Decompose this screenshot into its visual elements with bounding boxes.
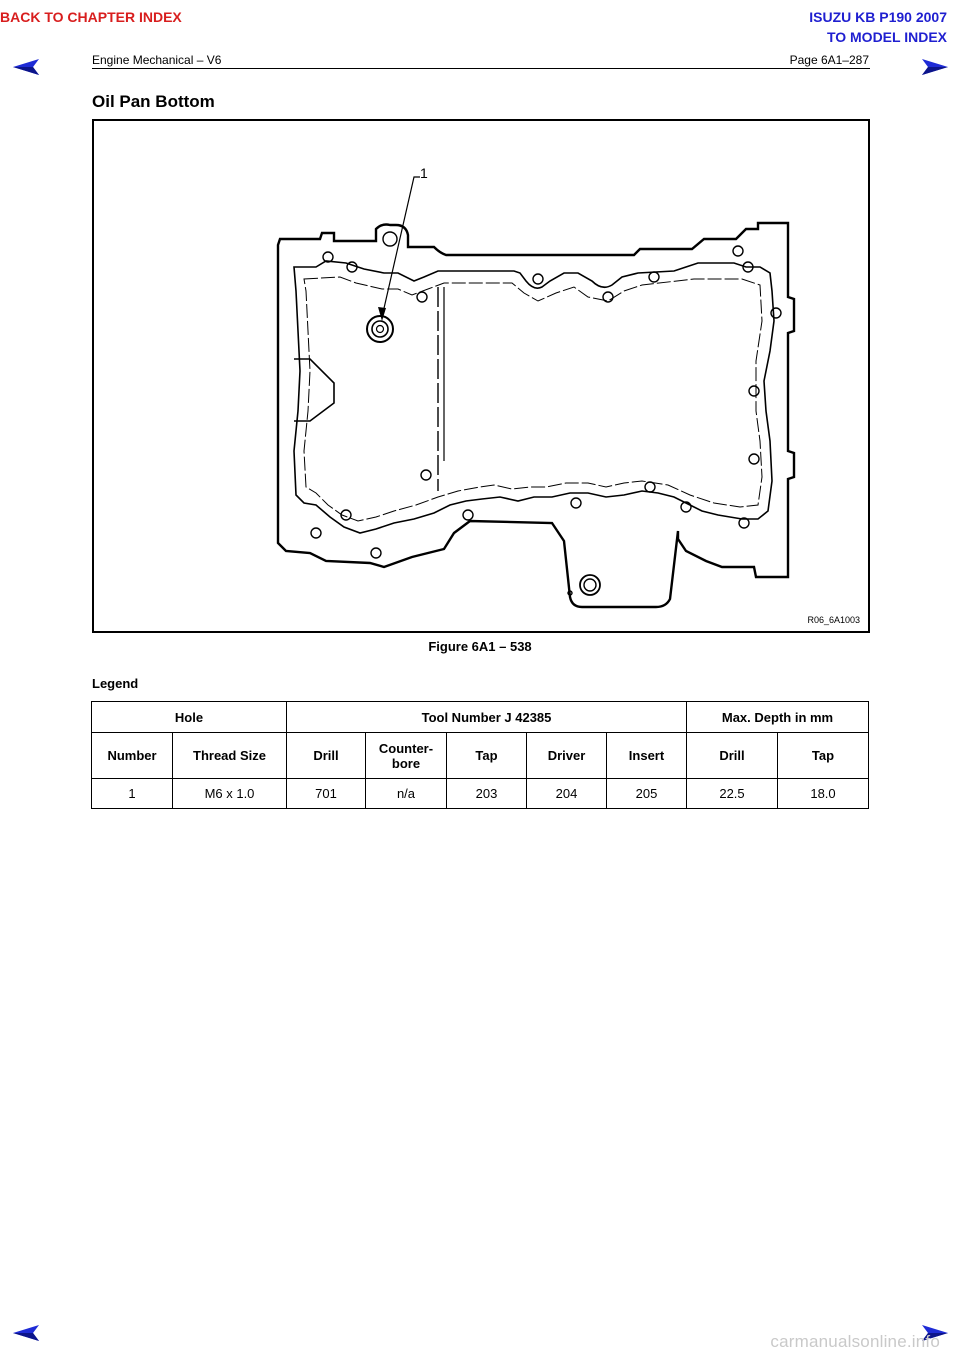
group-header-max-depth: Max. Depth in mm (687, 702, 869, 733)
figure-caption: Figure 6A1 – 538 (428, 639, 532, 654)
column-header-tap: Tap (447, 733, 527, 779)
table-cell: 701 (287, 779, 366, 809)
table-cell: 204 (527, 779, 607, 809)
table-cell: M6 x 1.0 (173, 779, 287, 809)
column-header-thread-size: Thread Size (173, 733, 287, 779)
table-cell: 1 (92, 779, 173, 809)
column-header-counterbore: Counter-bore (366, 733, 447, 779)
section-title: Oil Pan Bottom (92, 92, 215, 111)
column-header-number: Number (92, 733, 173, 779)
to-model-index-link[interactable]: TO MODEL INDEX (826, 29, 947, 45)
column-header-driver: Driver (527, 733, 607, 779)
callout-label: 1 (420, 165, 428, 181)
left-arrow-icon[interactable] (12, 1324, 40, 1342)
back-to-chapter-index-link[interactable]: BACK TO CHAPTER INDEX (0, 9, 182, 25)
header-divider (92, 68, 870, 69)
right-arrow-icon[interactable] (921, 58, 949, 76)
left-arrow-icon[interactable] (12, 58, 40, 76)
table-cell: 18.0 (778, 779, 869, 809)
legend-label: Legend (92, 676, 139, 691)
header-section-name: Engine Mechanical – V6 (92, 53, 222, 67)
model-title-link[interactable]: ISUZU KB P190 2007 (809, 9, 947, 25)
legend-table (91, 701, 869, 809)
header-page-number: Page 6A1–287 (789, 53, 869, 67)
oil-pan-figure (92, 119, 870, 633)
table-row (92, 779, 869, 809)
column-header-insert: Insert (607, 733, 687, 779)
group-header-hole: Hole (92, 702, 287, 733)
column-header-depth-tap: Tap (778, 733, 869, 779)
figure-code: R06_6A1003 (807, 615, 860, 625)
group-header-tool-number: Tool Number J 42385 (287, 702, 687, 733)
column-header-depth-drill: Drill (687, 733, 778, 779)
column-header-drill: Drill (287, 733, 366, 779)
table-cell: 205 (607, 779, 687, 809)
table-cell: 22.5 (687, 779, 778, 809)
watermark: carmanualsonline.info (770, 1332, 940, 1351)
table-cell: n/a (366, 779, 447, 809)
table-cell: 203 (447, 779, 527, 809)
oil-pan-diagram (94, 121, 868, 631)
